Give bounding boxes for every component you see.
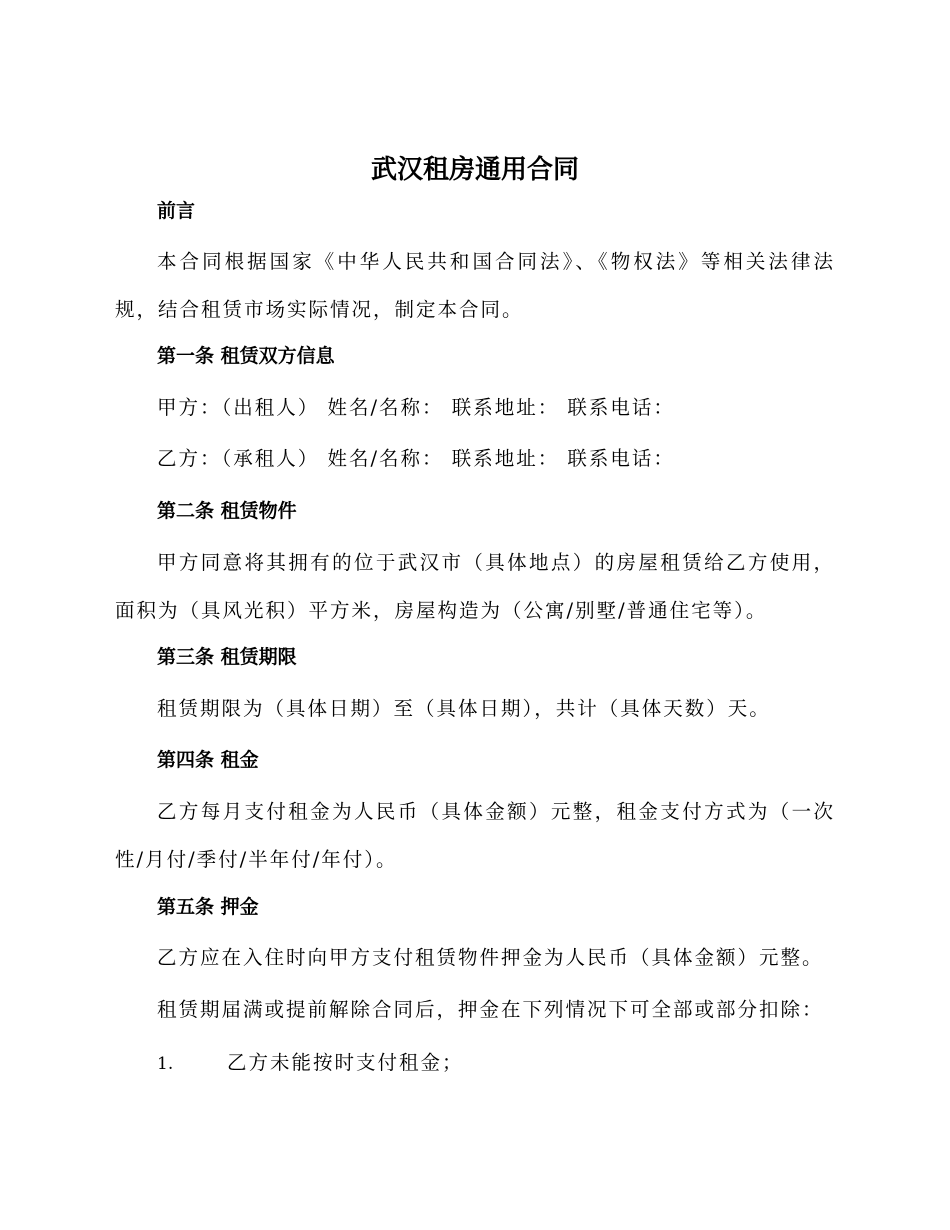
article-5-heading: 第五条 押金 [157, 896, 259, 918]
article-2-paragraph: 甲方同意将其拥有的位于武汉市（具体地点）的房屋租赁给乙方使用，面积为（具风光积）平方米，房屋构造为（公寓/别墅/普通住宅等）。 [115, 551, 835, 622]
article-5-paragraph-1: 乙方应在入住时向甲方支付租赁物件押金为人民币（具体金额）元整。 [157, 946, 824, 969]
party-a-info: 甲方：（出租人） 姓名/名称： 联系地址： 联系电话： [157, 396, 675, 419]
list-item-text: 乙方未能按时支付租金； [227, 1051, 464, 1074]
article-5-paragraph-2: 租赁期届满或提前解除合同后，押金在下列情况下可全部或部分扣除： [157, 998, 824, 1021]
article-3-paragraph: 租赁期限为（具体日期）至（具体日期），共计（具体天数）天。 [157, 697, 771, 720]
preface-paragraph: 本合同根据国家《中华人民共和国合同法》、《物权法》等相关法律法规，结合租赁市场实际情况，制定本合同。 [115, 250, 835, 321]
party-b-info: 乙方：（承租人） 姓名/名称： 联系地址： 联系电话： [157, 447, 675, 470]
article-3-heading: 第三条 租赁期限 [157, 646, 297, 668]
article-2-heading: 第二条 租赁物件 [157, 500, 297, 522]
article-4-heading: 第四条 租金 [157, 749, 259, 771]
article-1-heading: 第一条 租赁双方信息 [157, 345, 335, 367]
document-title: 武汉租房通用合同 [370, 155, 579, 185]
list-item [157, 1049, 464, 1078]
list-item-number: 1. [157, 1054, 174, 1074]
article-4-paragraph: 乙方每月支付租金为人民币（具体金额）元整，租金支付方式为（一次性/月付/季付/半年付/年付）。 [115, 800, 835, 871]
preface-heading: 前言 [157, 200, 196, 222]
